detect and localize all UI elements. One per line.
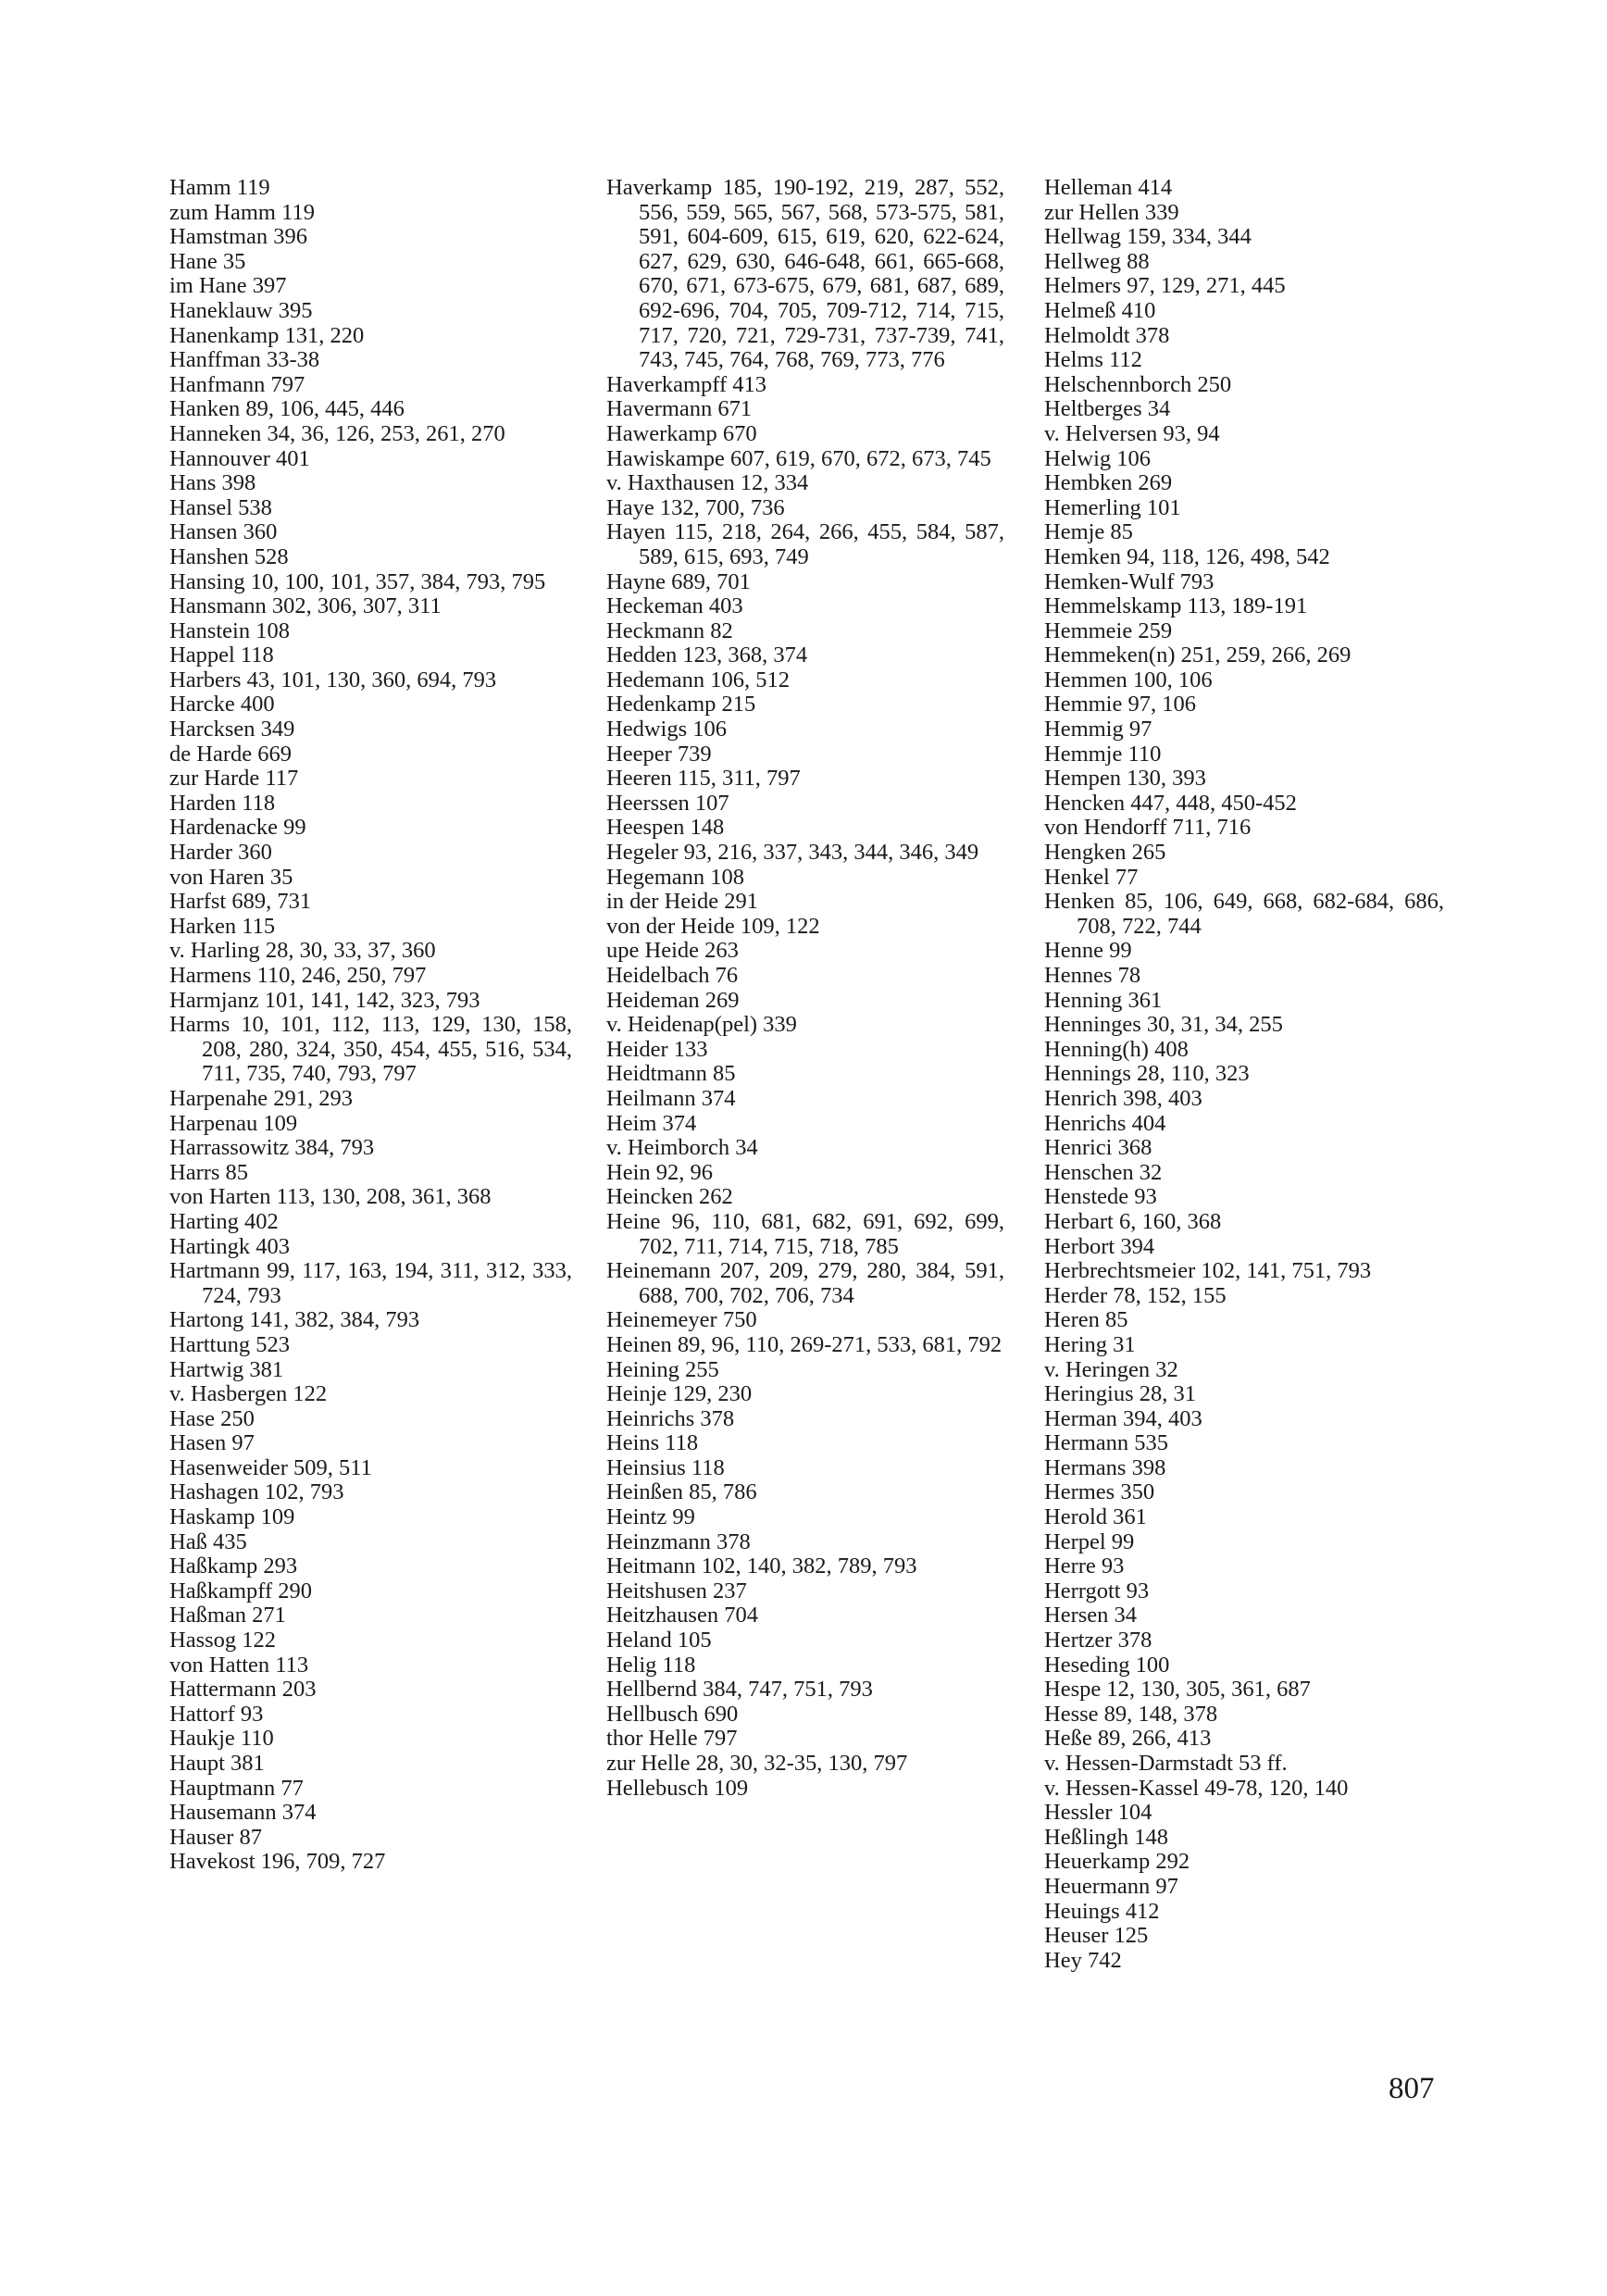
index-entry: Herman 394, 403 — [1044, 1405, 1202, 1431]
index-entry: Harken 115 — [169, 913, 276, 939]
index-entry: Hembken 269 — [1044, 470, 1173, 496]
index-entry: thor Helle 797 — [606, 1726, 738, 1752]
index-entry: Hellweg 88 — [1044, 248, 1150, 274]
index-entry: Haßkampff 290 — [169, 1578, 312, 1603]
index-entry: Henne 99 — [1044, 938, 1132, 964]
index-entry: Heim 374 — [606, 1110, 697, 1136]
index-entry: Harpenau 109 — [169, 1110, 298, 1136]
index-entry: Harcke 400 — [169, 692, 275, 718]
index-entry: Heßlingh 148 — [1044, 1824, 1169, 1850]
index-entry: Hayen 115, 218, 264, 266, 455, 584, 587, 589, 615, 693, 749 — [606, 519, 1004, 569]
index-entry: Hayne 689, 701 — [606, 568, 751, 594]
index-entry: Helmers 97, 129, 271, 445 — [1044, 273, 1286, 299]
index-entry: Hemmeie 259 — [1044, 618, 1173, 643]
index-entry: von Haren 35 — [169, 864, 293, 890]
index-entry: Hartingk 403 — [169, 1233, 290, 1259]
index-entry: Heitshusen 237 — [606, 1578, 747, 1603]
index-entry: Harfst 689, 731 — [169, 889, 312, 915]
index-entry: Hey 742 — [1044, 1947, 1122, 1973]
index-entry: Harrassowitz 384, 793 — [169, 1135, 375, 1161]
index-entry: Hemmelskamp 113, 189-191 — [1044, 593, 1308, 619]
index-entry: Henrich 398, 403 — [1044, 1085, 1202, 1111]
index-entry: Hennings 28, 110, 323 — [1044, 1061, 1250, 1087]
index-entry: Haßkamp 293 — [169, 1554, 298, 1579]
index-entry: Henken 85, 106, 649, 668, 682-684, 686, 708, 722, 744 — [1044, 889, 1444, 939]
index-entry: Heinßen 85, 786 — [606, 1479, 757, 1505]
index-entry: Heerssen 107 — [606, 790, 729, 816]
index-entry: Harden 118 — [169, 790, 276, 816]
index-entry: Harcksen 349 — [169, 717, 295, 742]
index-entry: Hennes 78 — [1044, 963, 1141, 988]
index-entry: Hase 250 — [169, 1405, 255, 1431]
index-entry: Hanken 89, 106, 445, 446 — [169, 396, 405, 422]
index-entry: Hedemann 106, 512 — [606, 667, 790, 693]
index-entry: Henrici 368 — [1044, 1135, 1152, 1161]
index-entry: Hengken 265 — [1044, 840, 1166, 866]
index-entry: Heinemann 207, 209, 279, 280, 384, 591, 688, 700, 702, 706, 734 — [606, 1258, 1004, 1308]
index-entry: zur Helle 28, 30, 32-35, 130, 797 — [606, 1751, 908, 1776]
index-entry: Hartong 141, 382, 384, 793 — [169, 1307, 420, 1333]
index-entry: Henning 361 — [1044, 987, 1163, 1013]
index-entry: Herold 361 — [1044, 1504, 1147, 1530]
index-entry: Hedwigs 106 — [606, 717, 727, 742]
index-entry: Heincken 262 — [606, 1184, 733, 1210]
index-entry: Hemmje 110 — [1044, 741, 1162, 767]
index-entry: Hein 92, 96 — [606, 1159, 713, 1185]
index-entry: Hamstman 396 — [169, 224, 308, 250]
index-entry: Herbort 394 — [1044, 1233, 1155, 1259]
index-entry: Heining 255 — [606, 1356, 719, 1382]
index-entry: Harting 402 — [169, 1208, 279, 1234]
index-entry: im Hane 397 — [169, 273, 287, 299]
index-entry: Hanstein 108 — [169, 618, 290, 643]
index-entry: Herrgott 93 — [1044, 1578, 1150, 1603]
index-entry: Heinsius 118 — [606, 1454, 725, 1480]
index-entry: Hering 31 — [1044, 1331, 1136, 1357]
index-entry: Hanfmann 797 — [169, 371, 305, 397]
index-entry: Heltberges 34 — [1044, 396, 1171, 422]
index-entry: Hauptmann 77 — [169, 1775, 304, 1801]
index-entry: Herder 78, 152, 155 — [1044, 1282, 1227, 1308]
index-entry: Hawerkamp 670 — [606, 420, 757, 446]
index-entry: Haupt 381 — [169, 1751, 265, 1776]
index-entry: Heuings 412 — [1044, 1898, 1160, 1924]
index-entry: v. Heidenap(pel) 339 — [606, 1012, 797, 1038]
index-entry: Hempen 130, 393 — [1044, 766, 1206, 792]
index-entry: Hansel 538 — [169, 494, 272, 520]
index-column-2 — [606, 176, 1004, 1801]
index-entry: Helms 112 — [1044, 347, 1142, 373]
index-entry: Hespe 12, 130, 305, 361, 687 — [1044, 1677, 1311, 1703]
index-entry: v. Haxthausen 12, 334 — [606, 470, 809, 496]
index-entry: de Harde 669 — [169, 741, 292, 767]
index-entry: Havermann 671 — [606, 396, 753, 422]
index-entry: Haskamp 109 — [169, 1504, 295, 1530]
index-entry: Heilmann 374 — [606, 1085, 736, 1111]
index-entry: Hauser 87 — [169, 1824, 263, 1850]
index-entry: Heider 133 — [606, 1036, 708, 1062]
index-entry: Herbart 6, 160, 368 — [1044, 1208, 1222, 1234]
index-entry: Hesse 89, 148, 378 — [1044, 1701, 1218, 1727]
index-entry: Heckeman 403 — [606, 593, 743, 619]
index-entry: Henrichs 404 — [1044, 1110, 1166, 1136]
index-entry: Heeren 115, 311, 797 — [606, 766, 801, 792]
index-entry: Hannouver 401 — [169, 445, 310, 471]
index-entry: Hegemann 108 — [606, 864, 744, 890]
index-entry: von Hendorff 711, 716 — [1044, 815, 1252, 841]
index-entry: Heinemeyer 750 — [606, 1307, 757, 1333]
index-entry: Hanshen 528 — [169, 543, 289, 569]
index-entry: v. Hasbergen 122 — [169, 1381, 328, 1407]
index-entry: Haß 435 — [169, 1529, 247, 1554]
index-entry: Hans 398 — [169, 470, 256, 496]
index-entry: Heckmann 82 — [606, 618, 733, 643]
index-entry: Harrs 85 — [169, 1159, 249, 1185]
index-entry: Heinje 129, 230 — [606, 1381, 753, 1407]
index-entry: Heeper 739 — [606, 741, 712, 767]
index-entry: Hanneken 34, 36, 126, 253, 261, 270 — [169, 420, 505, 446]
index-entry: von der Heide 109, 122 — [606, 913, 820, 939]
index-entry: zur Hellen 339 — [1044, 199, 1179, 225]
index-entry: Henschen 32 — [1044, 1159, 1163, 1185]
index-entry: Hanffman 33-38 — [169, 347, 320, 373]
index-entry: Hedden 123, 368, 374 — [606, 643, 808, 668]
index-entry: Haukje 110 — [169, 1726, 274, 1752]
index-entry: Hattermann 203 — [169, 1677, 317, 1703]
index-entry: Haneklauw 395 — [169, 297, 313, 323]
index-entry: Hedenkamp 215 — [606, 692, 756, 718]
index-entry: Hermes 350 — [1044, 1479, 1155, 1505]
index-entry: Helmoldt 378 — [1044, 322, 1170, 348]
index-entry: von Harten 113, 130, 208, 361, 368 — [169, 1184, 492, 1210]
index-entry: zur Harde 117 — [169, 766, 299, 792]
index-entry: Hanenkamp 131, 220 — [169, 322, 365, 348]
index-entry: Helig 118 — [606, 1652, 696, 1678]
index-entry: v. Harling 28, 30, 33, 37, 360 — [169, 938, 436, 964]
index-entry: Heinen 89, 96, 110, 269-271, 533, 681, 792 — [606, 1331, 1003, 1357]
index-entry: Heideman 269 — [606, 987, 740, 1013]
index-entry: Harmens 110, 246, 250, 797 — [169, 963, 427, 988]
index-entry: Hattorf 93 — [169, 1701, 264, 1727]
index-entry: Heitzhausen 704 — [606, 1603, 758, 1628]
index-column-1 — [169, 176, 572, 1875]
index-entry: Henninges 30, 31, 34, 255 — [1044, 1012, 1283, 1038]
index-entry: Hencken 447, 448, 450-452 — [1044, 790, 1297, 816]
index-entry: Hegeler 93, 216, 337, 343, 344, 346, 349 — [606, 840, 979, 866]
index-entry: Harttung 523 — [169, 1331, 290, 1357]
index-entry: in der Heide 291 — [606, 889, 758, 915]
index-entry: v. Hessen-Darmstadt 53 ff. — [1044, 1751, 1288, 1776]
index-entry: Haverkampff 413 — [606, 371, 767, 397]
index-entry: Heidelbach 76 — [606, 963, 739, 988]
index-entry: zum Hamm 119 — [169, 199, 315, 225]
index-entry: Hansmann 302, 306, 307, 311 — [169, 593, 442, 619]
index-entry: Heespen 148 — [606, 815, 725, 841]
index-entry: Harms 10, 101, 112, 113, 129, 130, 158, 208, 280, 324, 350, 454, 455, 516, 534, 711, 735, 740, 793, 797 — [169, 1012, 572, 1087]
index-entry: Hashagen 102, 793 — [169, 1479, 344, 1505]
index-entry: Hellbernd 384, 747, 751, 793 — [606, 1677, 873, 1703]
index-entry: v. Heimborch 34 — [606, 1135, 758, 1161]
index-entry: Heidtmann 85 — [606, 1061, 736, 1087]
index-entry: Hemje 85 — [1044, 519, 1133, 545]
index-entry: Harbers 43, 101, 130, 360, 694, 793 — [169, 667, 497, 693]
index-entry: Hasen 97 — [169, 1430, 255, 1456]
index-entry: Heuerkamp 292 — [1044, 1849, 1190, 1875]
index-entry: Henstede 93 — [1044, 1184, 1157, 1210]
index-entry: Hersen 34 — [1044, 1603, 1138, 1628]
index-entry: Hartwig 381 — [169, 1356, 284, 1382]
index-entry: Helleman 414 — [1044, 175, 1173, 200]
index-entry: Henkel 77 — [1044, 864, 1139, 890]
index-entry: Hermans 398 — [1044, 1454, 1166, 1480]
index-entry: Herpel 99 — [1044, 1529, 1135, 1554]
index-entry: Hausemann 374 — [169, 1800, 317, 1826]
index-entry: Heine 96, 110, 681, 682, 691, 692, 699, 702, 711, 714, 715, 718, 785 — [606, 1208, 1004, 1259]
index-entry: Heseding 100 — [1044, 1652, 1170, 1678]
index-entry: Hemerling 101 — [1044, 494, 1181, 520]
index-entry: Hawiskampe 607, 619, 670, 672, 673, 745 — [606, 445, 991, 471]
index-entry: Heringius 28, 31 — [1044, 1381, 1196, 1407]
index-entry: Hamm 119 — [169, 175, 270, 200]
index-entry: Harmjanz 101, 141, 142, 323, 793 — [169, 987, 480, 1013]
index-entry: Hemmig 97 — [1044, 717, 1152, 742]
index-entry: Heinrichs 378 — [606, 1405, 735, 1431]
index-entry: Haverkamp 185, 190-192, 219, 287, 552, 556, 559, 565, 567, 568, 573-575, 581, 591, 604-609, 615, 619, 620, 622-624, 627, 629, 630, 646-648, 661, 665-668, 670, 671, 673-675, 679, 681, 687, 689, 692-696, 704, 705, 709-712, 714, 715, 717, 720, 721, 729-731, 737-739, 741, 743, 745, 764, 768, 769, 773, 776 — [606, 175, 1004, 373]
index-entry: Hardenacke 99 — [169, 815, 306, 841]
index-column-3 — [1044, 176, 1444, 1973]
index-entry: Haßman 271 — [169, 1603, 286, 1628]
index-entry: Henning(h) 408 — [1044, 1036, 1189, 1062]
index-entry: v. Heringen 32 — [1044, 1356, 1178, 1382]
index-entry: Heintz 99 — [606, 1504, 695, 1530]
index-entry: Harder 360 — [169, 840, 272, 866]
index-entry: Hellbusch 690 — [606, 1701, 739, 1727]
index-entry: Hessler 104 — [1044, 1800, 1152, 1826]
index-entry: Heitmann 102, 140, 382, 789, 793 — [606, 1554, 917, 1579]
index-entry: Hemmie 97, 106 — [1044, 692, 1196, 718]
index-entry: v. Helversen 93, 94 — [1044, 420, 1220, 446]
index-entry: von Hatten 113 — [169, 1652, 309, 1678]
index-entry: Hansing 10, 100, 101, 357, 384, 793, 795 — [169, 568, 546, 594]
index-entry: Hassog 122 — [169, 1628, 277, 1653]
index-entry: Heuermann 97 — [1044, 1873, 1178, 1899]
index-entry: Hartmann 99, 117, 163, 194, 311, 312, 333, 724, 793 — [169, 1258, 572, 1308]
index-entry: Heße 89, 266, 413 — [1044, 1726, 1212, 1752]
index-entry: Hansen 360 — [169, 519, 278, 545]
index-entry: Hasenweider 509, 511 — [169, 1454, 372, 1480]
index-entry: Havekost 196, 709, 727 — [169, 1849, 386, 1875]
index-entry: Helwig 106 — [1044, 445, 1151, 471]
index-entry: Helschennborch 250 — [1044, 371, 1232, 397]
index-entry: Hermann 535 — [1044, 1430, 1169, 1456]
index-entry: Heren 85 — [1044, 1307, 1128, 1333]
page-number: 807 — [1389, 2072, 1435, 2105]
index-entry: Harpenahe 291, 293 — [169, 1085, 353, 1111]
index-entry: Helmeß 410 — [1044, 297, 1156, 323]
index-entry: Hemken-Wulf 793 — [1044, 568, 1215, 594]
index-entry: Hertzer 378 — [1044, 1628, 1152, 1653]
index-entry: Haye 132, 700, 736 — [606, 494, 785, 520]
index-entry: Heuser 125 — [1044, 1923, 1149, 1949]
index-entry: Herbrechtsmeier 102, 141, 751, 793 — [1044, 1258, 1372, 1284]
index-entry: Hellebusch 109 — [606, 1775, 749, 1801]
index-entry: Hellwag 159, 334, 344 — [1044, 224, 1252, 250]
index-entry: v. Hessen-Kassel 49-78, 120, 140 — [1044, 1775, 1349, 1801]
index-entry: Happel 118 — [169, 643, 274, 668]
index-entry: Hane 35 — [169, 248, 246, 274]
index-entry: Hemmeken(n) 251, 259, 266, 269 — [1044, 643, 1352, 668]
index-entry: Heins 118 — [606, 1430, 699, 1456]
index-entry: Heinzmann 378 — [606, 1529, 751, 1554]
index-entry: Herre 93 — [1044, 1554, 1125, 1579]
index-entry: Hemken 94, 118, 126, 498, 542 — [1044, 543, 1330, 569]
index-entry: upe Heide 263 — [606, 938, 739, 964]
index-entry: Hemmen 100, 106 — [1044, 667, 1213, 693]
index-entry: Heland 105 — [606, 1628, 712, 1653]
